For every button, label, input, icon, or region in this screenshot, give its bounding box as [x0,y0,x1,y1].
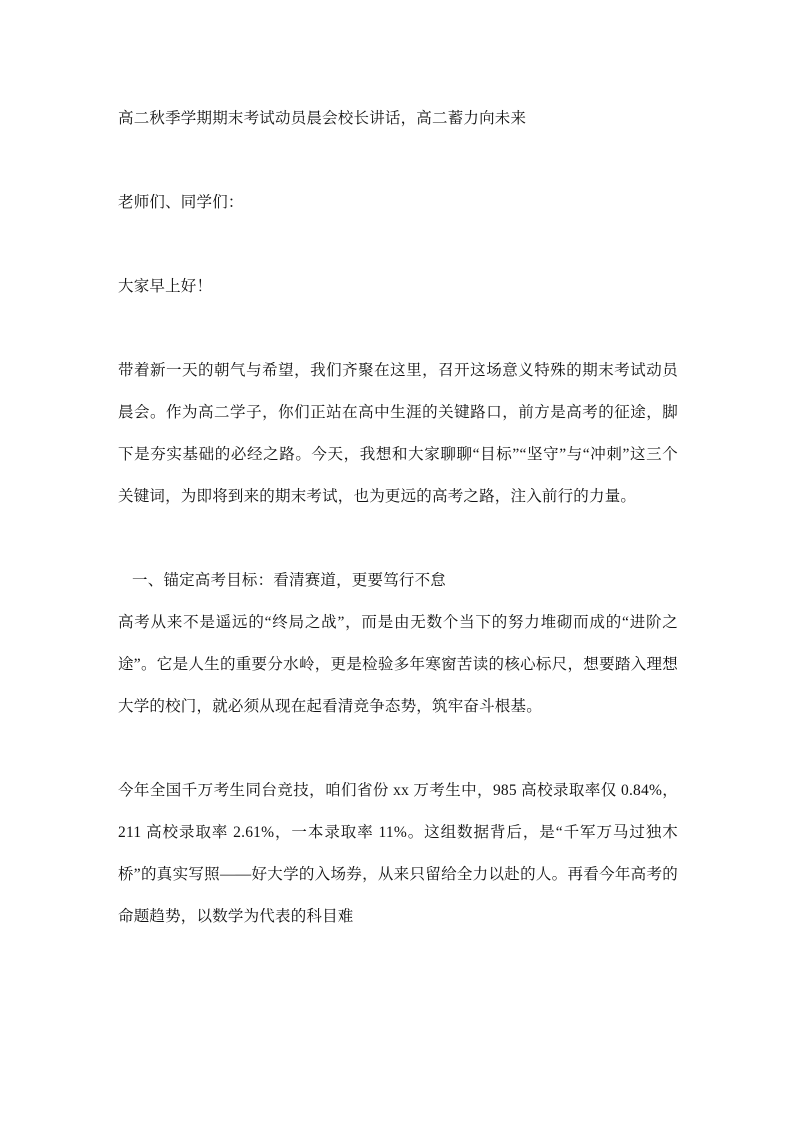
salutation-line: 老师们、同学们： [118,194,244,211]
greeting-line: 大家早上好！ [118,278,213,295]
section-one-heading: 一、锚定高考目标：看清赛道，更要笃行不怠 [132,572,447,589]
section-one-paragraph-1: 高考从来不是遥远的“终局之战”，而是由无数个当下的努力堆砌而成的“进阶之途”。它是人生的重要分水岭，更是检验多年寒窗苦读的核心标尺，想要踏入理想大学的校门，就必须从现在起看清竞争态势，筑牢奋斗根基。 [118,614,678,715]
document-title: 高二秋季学期期末考试动员晨会校长讲话，高二蓄力向未来 [118,110,527,127]
intro-paragraph: 带着新一天的朝气与希望，我们齐聚在这里，召开这场意义特殊的期末考试动员晨会。作为高二学子，你们正站在高中生涯的关键路口，前方是高考的征途，脚下是夯实基础的必经之路。今天，我想和大家聊聊“目标”“坚守”与“冲刺”这三个关键词，为即将到来的期末考试，也为更远的高考之路，注入前行的力量。 [118,362,678,505]
document-body [118,98,678,938]
section-one-paragraph-2: 今年全国千万考生同台竞技，咱们省份 xx 万考生中，985 高校录取率仅 0.84%，211 高校录取率 2.61%，一本录取率 11%。这组数据背后，是“千军万马过独木桥”的真实写照——好大学的入场券，从来只留给全力以赴的人。再看今年高考的命题趋势，以数学为代表的科目难 [118,782,678,925]
